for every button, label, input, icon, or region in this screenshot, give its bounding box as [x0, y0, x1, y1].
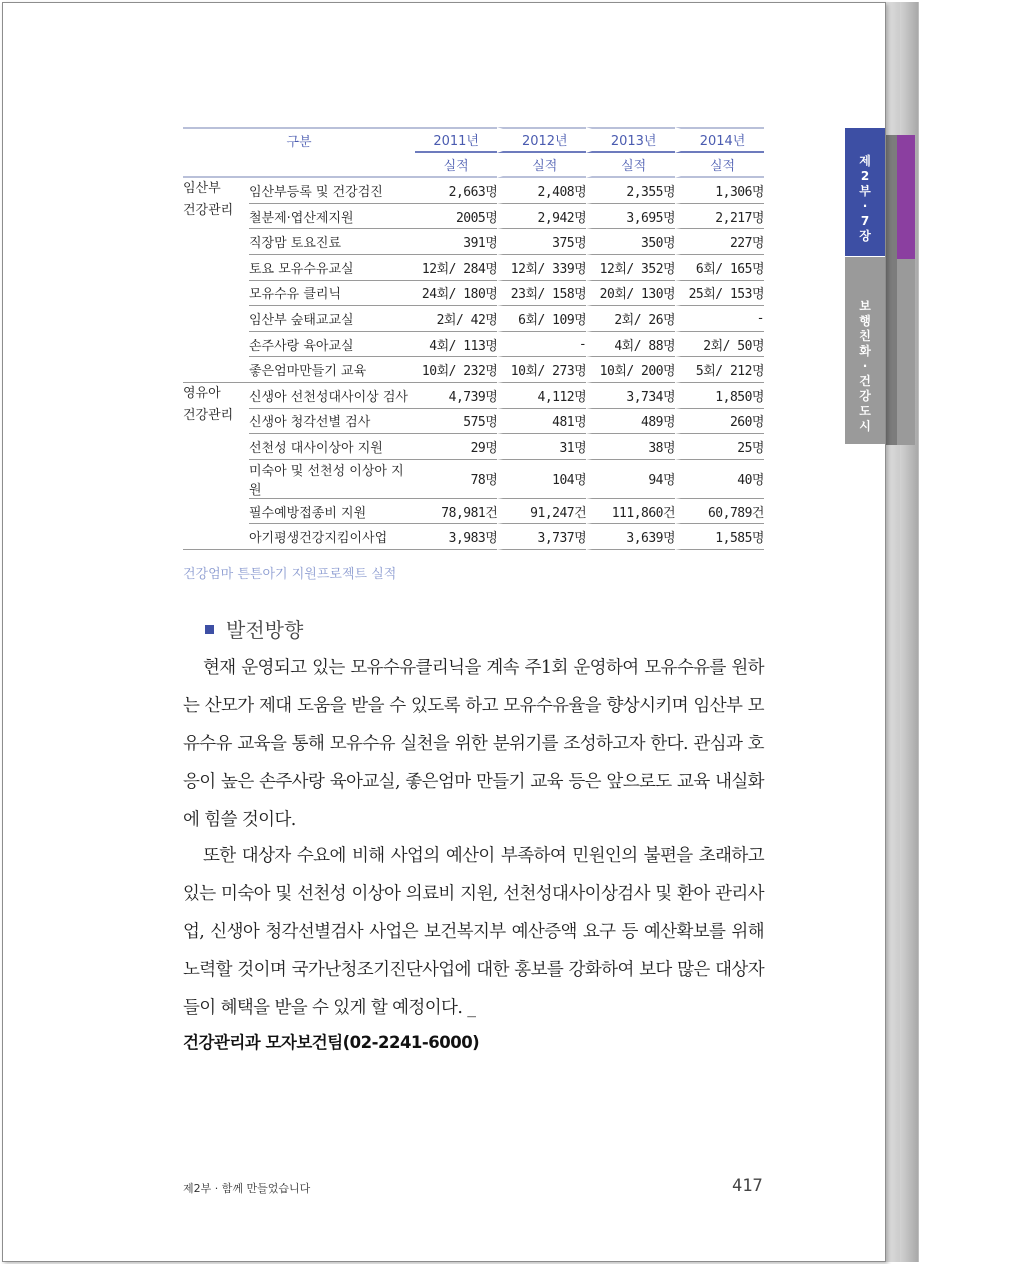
- section-tab-char: 보: [859, 299, 871, 313]
- section-tab-char: 화: [859, 344, 871, 358]
- table-row: [183, 306, 764, 332]
- value-cell: 2,408명: [497, 178, 586, 204]
- value-cell: 10회/ 232명: [415, 357, 497, 383]
- chapter-tab-char: 2: [860, 169, 870, 183]
- value-cell: 4회/ 113명: [415, 332, 497, 358]
- section-tab-char: 시: [859, 419, 871, 433]
- value-cell: 4,739명: [415, 383, 497, 409]
- value-cell: 38명: [586, 434, 675, 460]
- item-cell: 좋은엄마만들기 교육: [249, 357, 415, 383]
- header-year-2013: 2013년: [586, 127, 675, 153]
- header-year-2011: 2011년: [415, 127, 497, 153]
- value-cell: 2회/ 50명: [675, 332, 764, 358]
- header-sub-2011: 실적: [415, 153, 497, 179]
- value-cell: 60,789건: [675, 499, 764, 525]
- value-cell: 40명: [675, 460, 764, 499]
- value-cell: 2005명: [415, 204, 497, 230]
- value-cell: 2,355명: [586, 178, 675, 204]
- value-cell: 91,247건: [497, 499, 586, 525]
- table-caption: 건강엄마 튼튼아기 지원프로젝트 실적: [183, 567, 397, 582]
- value-cell: 12회/ 352명: [586, 255, 675, 281]
- category-label: 임산부: [183, 181, 221, 197]
- table-row: [183, 332, 764, 358]
- item-cell: 신생아 선천성대사이상 검사: [249, 383, 415, 409]
- section-tab: [845, 257, 885, 444]
- section-tab-char: 강: [859, 389, 871, 403]
- value-cell: 6회/ 109명: [497, 306, 586, 332]
- table-subheader-row: [183, 153, 764, 179]
- side-tab-back-purple: [897, 135, 915, 445]
- value-cell: 2회/ 26명: [586, 306, 675, 332]
- value-cell: 1,850명: [675, 383, 764, 409]
- category-label: 영유아: [183, 385, 221, 401]
- value-cell: 3,983명: [415, 524, 497, 550]
- value-cell: 2,663명: [415, 178, 497, 204]
- header-category: 구분: [183, 127, 415, 153]
- category-cell: [183, 383, 249, 550]
- value-cell: 2회/ 42명: [415, 306, 497, 332]
- value-cell: 3,639명: [586, 524, 675, 550]
- item-cell: 철분제·엽산제지원: [249, 204, 415, 230]
- page-number: 417: [732, 1176, 763, 1196]
- value-cell: 260명: [675, 409, 764, 435]
- value-cell: 4회/ 88명: [586, 332, 675, 358]
- value-cell: 78,981건: [415, 499, 497, 525]
- section-title-text: 발전방향: [226, 618, 304, 642]
- table-row: [183, 383, 764, 409]
- header-year-2014: 2014년: [675, 127, 764, 153]
- value-cell: 2,217명: [675, 204, 764, 230]
- item-cell: 신생아 청각선별 검사: [249, 409, 415, 435]
- value-cell: 1,306명: [675, 178, 764, 204]
- value-cell: 1,585명: [675, 524, 764, 550]
- header-sub-2012: 실적: [497, 153, 586, 179]
- item-cell: 손주사랑 육아교실: [249, 332, 415, 358]
- value-cell: 24회/ 180명: [415, 281, 497, 307]
- table-row: [183, 499, 764, 525]
- item-cell: 아기평생건강지킴이사업: [249, 524, 415, 550]
- value-cell: 111,860건: [586, 499, 675, 525]
- chapter-tab-char: 제: [859, 154, 871, 168]
- value-cell: 3,737명: [497, 524, 586, 550]
- section-tab-char: 도: [859, 404, 871, 418]
- value-cell: 25명: [675, 434, 764, 460]
- value-cell: 6회/ 165명: [675, 255, 764, 281]
- square-bullet-icon: [205, 625, 214, 634]
- side-tab-back: [885, 135, 897, 445]
- value-cell: 3,734명: [586, 383, 675, 409]
- category-label: 건강관리: [183, 407, 234, 423]
- chapter-tab-char: 장: [859, 229, 871, 243]
- table-row: [183, 229, 764, 255]
- value-cell: -: [675, 306, 764, 332]
- table-row: [183, 409, 764, 435]
- table-row: [183, 434, 764, 460]
- section-title: [205, 614, 303, 643]
- value-cell: 25회/ 153명: [675, 281, 764, 307]
- value-cell: 5회/ 212명: [675, 357, 764, 383]
- section-tab-char: 친: [859, 329, 871, 343]
- value-cell: 31명: [497, 434, 586, 460]
- value-cell: 481명: [497, 409, 586, 435]
- header-blank: [183, 153, 415, 179]
- table-row: [183, 357, 764, 383]
- value-cell: 29명: [415, 434, 497, 460]
- table-row: [183, 281, 764, 307]
- value-cell: 94명: [586, 460, 675, 499]
- item-cell: 토요 모유수유교실: [249, 255, 415, 281]
- value-cell: -: [497, 332, 586, 358]
- chapter-tab-char: 부: [859, 184, 871, 198]
- table-row: [183, 178, 764, 204]
- value-cell: 104명: [497, 460, 586, 499]
- value-cell: 3,695명: [586, 204, 675, 230]
- chapter-tab: [845, 128, 885, 256]
- item-cell: 모유수유 클리닉: [249, 281, 415, 307]
- paragraph-2: 또한 대상자 수요에 비해 사업의 예산이 부족하여 민원인의 불편을 초래하고 있는 미숙아 및 선천성 이상아 의료비 지원, 선천성대사이상검사 및 환아 관리사업, 신생아 청각선별검사 사업은 보건복지부 예산증액 요구 등 예산확보를 위해 노력할 것이며 국가난청조기진단사업에 대한 홍보를 강화하여 보다 많은 대상자들이 혜택을 받을 수 있게 할 예정이다. _: [183, 846, 764, 1018]
- table-row: [183, 460, 764, 499]
- item-cell: 임산부 숲태교교실: [249, 306, 415, 332]
- contact-line: 건강관리과 모자보건팀(02-2241-6000): [183, 1033, 480, 1052]
- value-cell: 78명: [415, 460, 497, 499]
- value-cell: 227명: [675, 229, 764, 255]
- header-sub-2013: 실적: [586, 153, 675, 179]
- value-cell: 391명: [415, 229, 497, 255]
- section-tab-char: ·: [862, 359, 868, 373]
- item-cell: 임산부등록 및 건강검진: [249, 178, 415, 204]
- table-header-row: [183, 127, 764, 153]
- table-row: [183, 524, 764, 550]
- item-cell: 직장맘 토요진료: [249, 229, 415, 255]
- value-cell: 10회/ 273명: [497, 357, 586, 383]
- value-cell: 10회/ 200명: [586, 357, 675, 383]
- value-cell: 575명: [415, 409, 497, 435]
- value-cell: 2,942명: [497, 204, 586, 230]
- footer-part-title: 제2부 · 함께 만들었습니다: [183, 1182, 311, 1195]
- value-cell: 4,112명: [497, 383, 586, 409]
- value-cell: 23회/ 158명: [497, 281, 586, 307]
- value-cell: 20회/ 130명: [586, 281, 675, 307]
- header-year-2012: 2012년: [497, 127, 586, 153]
- value-cell: 375명: [497, 229, 586, 255]
- chapter-tab-char: ·: [862, 199, 868, 213]
- chapter-tab-char: 7: [860, 214, 870, 228]
- item-cell: 미숙아 및 선천성 이상아 지원: [249, 460, 415, 499]
- category-label: 건강관리: [183, 203, 234, 219]
- paragraph-1: 현재 운영되고 있는 모유수유클리닉을 계속 주1회 운영하여 모유수유를 원하는 산모가 제대 도움을 받을 수 있도록 하고 모유수유율을 향상시키며 임산부 모유수유 교육을 통해 모유수유 실천을 위한 분위기를 조성하고자 한다. 관심과 호응이 높은 손주사랑 육아교실, 좋은엄마 만들기 교육 등은 앞으로도 교육 내실화에 힘쓸 것이다.: [183, 658, 764, 830]
- value-cell: 12회/ 339명: [497, 255, 586, 281]
- table-row: [183, 255, 764, 281]
- item-cell: 필수예방접종비 지원: [249, 499, 415, 525]
- value-cell: 350명: [586, 229, 675, 255]
- section-tab-char: 건: [859, 374, 871, 388]
- category-cell: [183, 178, 249, 383]
- value-cell: 12회/ 284명: [415, 255, 497, 281]
- section-tab-char: 행: [859, 314, 871, 328]
- performance-table: [183, 127, 764, 550]
- item-cell: 선천성 대사이상아 지원: [249, 434, 415, 460]
- value-cell: 489명: [586, 409, 675, 435]
- header-sub-2014: 실적: [675, 153, 764, 179]
- table-row: [183, 204, 764, 230]
